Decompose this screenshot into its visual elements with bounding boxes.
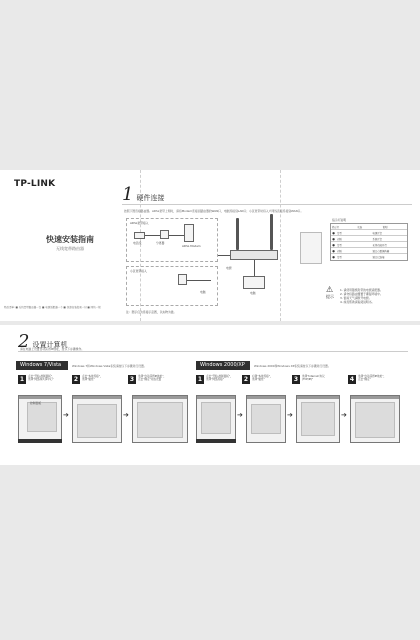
pc-label: 电脑 bbox=[250, 291, 256, 295]
section-1-heading bbox=[122, 186, 164, 204]
taskbar bbox=[196, 439, 236, 443]
step-text: 右键"本地连接"， 选择"属性" bbox=[252, 375, 273, 382]
wan-cable bbox=[218, 255, 230, 256]
section-rule bbox=[122, 204, 412, 205]
notice-line: 3. 雷雨天气请断开电源。 bbox=[340, 296, 372, 300]
step-number: 4 bbox=[349, 376, 355, 383]
brand-name: TP-LINK bbox=[14, 179, 56, 189]
os-label-win7: Windows 7/Vista bbox=[16, 361, 68, 370]
diagram-footnote: 注：图示仅为连接示意图，以实物为准。 bbox=[126, 310, 177, 314]
guide-cover-sheet bbox=[0, 170, 420, 321]
phone-cable bbox=[145, 235, 160, 236]
notice-label: 提示 bbox=[326, 294, 334, 299]
section-description: 请在电脑上设置自动获得IP地址，按以下步骤操作。 bbox=[20, 347, 85, 351]
os-label-winxp: Windows 2000/XP bbox=[196, 361, 250, 370]
lan-port-cable bbox=[254, 260, 255, 276]
step-number: 2 bbox=[243, 376, 249, 383]
pc-label-lan: 电脑 bbox=[200, 290, 206, 294]
brand-logo bbox=[14, 179, 55, 189]
fold-line bbox=[280, 170, 281, 321]
splitter-label: 分离器 bbox=[156, 241, 165, 245]
arrow-right-icon: ➔ bbox=[123, 411, 129, 419]
step-number: 1 bbox=[19, 376, 25, 383]
warning-icon: ⚠ bbox=[326, 285, 334, 294]
section-number: 1 bbox=[122, 184, 134, 205]
taskbar bbox=[18, 439, 62, 443]
arrow-right-icon: ➔ bbox=[341, 411, 347, 419]
step-text: 点击"本地连接"， 选择"属性" bbox=[82, 375, 103, 382]
lan-label: 小区宽带接入 bbox=[130, 269, 147, 273]
screenshot-xp-step2 bbox=[246, 395, 286, 443]
screenshot-win7-step3 bbox=[132, 395, 188, 443]
modem-cable bbox=[169, 235, 184, 236]
pc-setup-sheet bbox=[0, 325, 420, 465]
section-number: 2 bbox=[18, 331, 30, 352]
notice-line: 4. 如需帮助请查阅说明书。 bbox=[340, 300, 375, 304]
phone-label: 电话线 bbox=[133, 241, 142, 245]
led-table bbox=[330, 223, 408, 261]
table-row: ● 常亮 无线功能开启 bbox=[331, 242, 407, 248]
router-device bbox=[230, 250, 278, 260]
wall-socket-icon bbox=[178, 274, 187, 285]
section-description: 按照下图连接路由器。ADSL宽带上网时，请将Modem连接到路由器的WAN口，电脑连接到LAN口；小区宽带时将入户网线直接连接到WAN口。 bbox=[124, 209, 304, 213]
section-rule bbox=[18, 351, 408, 352]
guide-subtitle: 无线宽带路由器 bbox=[56, 246, 84, 251]
led-icon: ● bbox=[332, 242, 335, 247]
led-icon: ● bbox=[332, 248, 335, 253]
adsl-label: ADSL宽带接入 bbox=[130, 221, 149, 225]
step-number: 1 bbox=[197, 376, 203, 383]
os-description: Windows 2000和Windows XP系统请按以下步骤进行设置。 bbox=[254, 364, 331, 368]
table-title: 指示灯说明 bbox=[332, 218, 346, 222]
step-number: 3 bbox=[129, 376, 135, 383]
step-text: 选择"自动获得IP地址"， 点击"确定" bbox=[358, 375, 387, 382]
step-text: 点击"开始-控制面板"， 选择"网络连接" bbox=[206, 375, 233, 382]
screenshot-xp-step1 bbox=[196, 395, 236, 443]
step-number: 3 bbox=[293, 376, 299, 383]
step-text: 点击"开始-控制面板"， 选择"网络和共享中心" bbox=[28, 375, 55, 382]
antenna-icon bbox=[270, 214, 273, 250]
modem-device bbox=[184, 224, 194, 242]
router-panel-icon bbox=[300, 232, 322, 264]
led-icon: ● bbox=[332, 236, 335, 241]
modem-label: ADSL Modem bbox=[182, 244, 201, 248]
start-menu-item: 控制面板 bbox=[30, 401, 42, 405]
notice-line: 2. 请勿将路由器置于潮湿环境中。 bbox=[340, 292, 383, 296]
arrow-right-icon: ➔ bbox=[287, 411, 293, 419]
table-row: ● 常亮 电源正常 bbox=[331, 230, 407, 236]
package-contents: 物品清单: ■ 无线宽带路由器一台 ■ 电源适配器一个 ■ 快速安装指南一份 ■ 网线一根 bbox=[4, 306, 101, 309]
antenna-icon bbox=[236, 218, 239, 250]
step-text: 选择"Internet 协议 (TCP/IP)" bbox=[302, 375, 325, 382]
table-header: 指示灯 状态 说明 bbox=[331, 224, 407, 230]
guide-title: 快速安装指南 bbox=[46, 235, 94, 244]
notice-line: 1. 请使用随机附带的电源适配器。 bbox=[340, 288, 383, 292]
section-title: 设置计算机 bbox=[32, 341, 68, 349]
table-row: ● 闪烁 系统正常 bbox=[331, 236, 407, 242]
splitter-device bbox=[160, 230, 169, 239]
notice-block bbox=[326, 286, 334, 300]
lan-cable bbox=[187, 280, 211, 281]
screenshot-win7-step2 bbox=[72, 395, 122, 443]
arrow-right-icon: ➔ bbox=[237, 411, 243, 419]
step-text: 选择"自动获得IP地址"， 点击"确定"完成设置 bbox=[138, 375, 167, 382]
led-icon: ● bbox=[332, 230, 335, 235]
section-title: 硬件连接 bbox=[136, 194, 165, 202]
step-number: 2 bbox=[73, 376, 79, 383]
power-label: 电源 bbox=[226, 266, 232, 270]
os-description: Windows 7和Windows Vista系统请按以下步骤进行设置。 bbox=[72, 364, 147, 368]
screenshot-xp-step4 bbox=[350, 395, 400, 443]
phone-icon bbox=[134, 232, 145, 239]
pc-icon bbox=[243, 276, 265, 289]
screenshot-xp-step3 bbox=[296, 395, 340, 443]
table-row: ● 常亮 端口已连接 bbox=[332, 255, 385, 259]
led-icon: ● bbox=[332, 255, 335, 259]
table-row: ● 闪烁 端口有数据传输 bbox=[331, 248, 407, 254]
arrow-right-icon: ➔ bbox=[63, 411, 69, 419]
